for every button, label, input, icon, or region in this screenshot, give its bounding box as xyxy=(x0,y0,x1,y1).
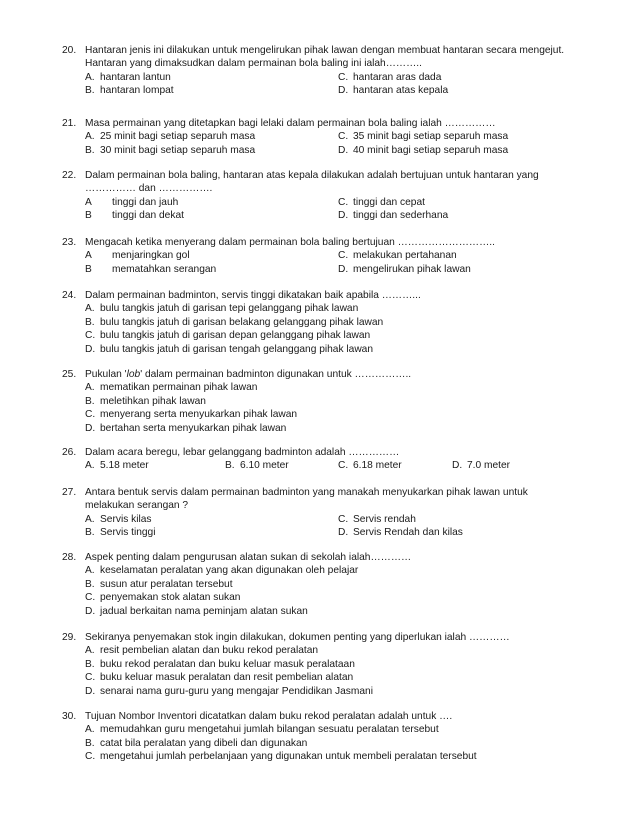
option-d: D. mengelirukan pihak lawan xyxy=(338,263,471,275)
question-continuation: …………… dan ……………. xyxy=(85,183,213,195)
question-27 xyxy=(62,486,602,540)
question-number: 28. xyxy=(62,552,77,563)
option-a: A. keselamatan peralatan yang akan digunakan oleh pelajar xyxy=(85,565,359,577)
question-text: Sekiranya penyemakan stok ingin dilakukan, dokumen penting yang diperlukan ialah ………… xyxy=(85,632,510,643)
option-d: D. senarai nama guru-guru yang mengajar Pendidikan Jasmani xyxy=(85,685,373,697)
question-text: Aspek penting dalam pengurusan alatan sukan di sekolah ialah………… xyxy=(85,552,412,563)
question-text: Hantaran jenis ini dilakukan untuk mengelirukan pihak lawan dengan membuat hantaran secara mengejut. Hantaran yang dimaksudkan dalam permainan bola baling ini ialah……….. xyxy=(85,45,565,70)
question-text: Mengacah ketika menyerang dalam permainan bola baling bertujuan ……………………….. xyxy=(85,237,495,248)
question-number: 20. xyxy=(62,45,77,56)
option-c: C. bulu tangkis jatuh di garisan depan gelanggang pihak lawan xyxy=(85,330,371,342)
option-b: B. catat bila peralatan yang dibeli dan digunakan xyxy=(85,737,308,749)
question-text: Tujuan Nombor Inventori dicatatkan dalam buku rekod peralatan adalah untuk …. xyxy=(85,711,453,722)
option-c: C. melakukan pertahanan xyxy=(338,250,457,262)
question-number: 29. xyxy=(62,632,77,643)
option-b: B tinggi dan dekat xyxy=(85,210,184,222)
question-22 xyxy=(62,169,602,223)
question-20 xyxy=(62,44,602,98)
question-number: 21. xyxy=(62,118,77,129)
question-text: Dalam permainan badminton, servis tinggi dikatakan baik apabila ………... xyxy=(85,290,421,301)
question-number: 27. xyxy=(62,487,77,498)
question-text: Pukulan 'lob' dalam permainan badminton digunakan untuk …………….. xyxy=(85,369,412,380)
option-a: A. bulu tangkis jatuh di garisan tepi gelanggang pihak lawan xyxy=(85,303,359,315)
question-text: Dalam acara beregu, lebar gelanggang badminton adalah …………… xyxy=(85,447,400,458)
question-number: 30. xyxy=(62,711,77,722)
option-c: C. mengetahui jumlah perbelanjaan yang digunakan untuk membeli peralatan tersebut xyxy=(85,751,477,763)
question-continuation: melakukan serangan ? xyxy=(85,500,189,512)
option-b: B. 30 minit bagi setiap separuh masa xyxy=(85,144,256,156)
option-b: B. 6.10 meter xyxy=(225,460,289,472)
option-d: D. bulu tangkis jatuh di garisan tengah gelanggang pihak lawan xyxy=(85,343,374,355)
question-number: 26. xyxy=(62,447,77,458)
question-29 xyxy=(62,631,602,698)
question-number: 25. xyxy=(62,369,77,380)
option-d: D. jadual berkaitan nama peminjam alatan sukan xyxy=(85,605,308,617)
option-b: B. hantaran lompat xyxy=(85,85,174,97)
option-b: B mematahkan serangan xyxy=(85,263,217,275)
option-c: C. penyemakan stok alatan sukan xyxy=(85,592,241,604)
question-text: Masa permainan yang ditetapkan bagi lelaki dalam permainan bola baling ialah …………… xyxy=(85,118,496,129)
option-b: B. bulu tangkis jatuh di garisan belakang gelanggang pihak lawan xyxy=(85,316,384,328)
question-number: 22. xyxy=(62,170,77,181)
option-a: A. hantaran lantun xyxy=(85,71,171,83)
option-c: C. hantaran aras dada xyxy=(338,71,442,83)
question-30 xyxy=(62,710,602,764)
option-c: C. menyerang serta menyukarkan pihak lawan xyxy=(85,409,298,421)
question-text: Dalam permainan bola baling, hantaran atas kepala dilakukan adalah bertujuan untuk hantaran yang xyxy=(85,170,539,181)
question-25 xyxy=(62,368,602,435)
question-23 xyxy=(62,236,602,276)
option-d: D. Servis Rendah dan kilas xyxy=(338,527,463,539)
option-c: C. 6.18 meter xyxy=(338,460,402,472)
option-b: B. buku rekod peralatan dan buku keluar masuk peralataan xyxy=(85,658,355,670)
question-number: 23. xyxy=(62,237,77,248)
option-a: A. Servis kilas xyxy=(85,513,152,525)
option-b: B. Servis tinggi xyxy=(85,527,156,539)
option-c: C. buku keluar masuk peralatan dan resit pembelian alatan xyxy=(85,672,354,684)
option-a: A. 5.18 meter xyxy=(85,460,149,472)
question-21 xyxy=(62,117,602,157)
option-c: C. 35 minit bagi setiap separuh masa xyxy=(338,131,509,143)
option-a: A tinggi dan jauh xyxy=(85,196,179,208)
option-a: A. 25 minit bagi setiap separuh masa xyxy=(85,131,256,143)
option-d: D. hantaran atas kepala xyxy=(338,85,449,97)
question-text: Antara bentuk servis dalam permainan badminton yang manakah menyukarkan pihak lawan untuk xyxy=(85,487,528,498)
option-a: A menjaringkan gol xyxy=(85,250,190,262)
option-b: B. meletihkan pihak lawan xyxy=(85,395,206,407)
question-number: 24. xyxy=(62,290,77,301)
option-b: B. susun atur peralatan tersebut xyxy=(85,578,233,590)
option-d: D. bertahan serta menyukarkan pihak lawan xyxy=(85,422,287,434)
question-26 xyxy=(62,446,602,473)
option-a: A. resit pembelian alatan dan buku rekod peralatan xyxy=(85,645,319,657)
option-a: A. mematikan permainan pihak lawan xyxy=(85,382,258,394)
option-c: C. Servis rendah xyxy=(338,513,416,525)
option-d: D. 40 minit bagi setiap separuh masa xyxy=(338,144,509,156)
option-d: D. 7.0 meter xyxy=(452,460,511,472)
question-24 xyxy=(62,289,602,356)
option-a: A. memudahkan guru mengetahui jumlah bilangan sesuatu peralatan tersebut xyxy=(85,724,439,736)
option-c: C. tinggi dan cepat xyxy=(338,196,425,208)
option-d: D. tinggi dan sederhana xyxy=(338,210,449,222)
question-28 xyxy=(62,551,602,618)
